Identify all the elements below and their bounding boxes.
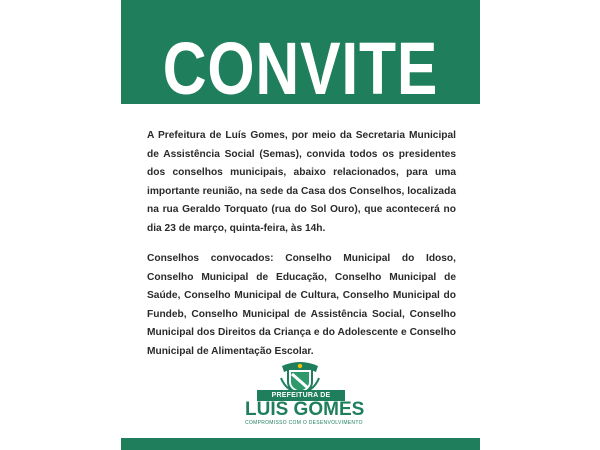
invitation-poster — [121, 0, 480, 450]
page-title: CONVITE — [162, 27, 439, 104]
logo-tagline: COMPROMISSO COM O DESENVOLVIMENTO — [245, 420, 363, 426]
councils-paragraph: Conselhos convocados: Conselho Municipal do Idoso, Conselho Municipal de Educação, Conselho Municipal de Saúde, Conselho Municipal de Cultura, Conselho Municipal do Fundeb, Conselho Municipal de Assistência Social, Conselho Municipal dos Direitos da Criança e do Adolescente e Conselho Municipal de Alimentação Escolar. — [147, 253, 456, 357]
header-banner — [121, 0, 480, 104]
prefeitura-logo — [245, 360, 365, 426]
logo-banner: PREFEITURA DE — [257, 390, 345, 401]
footer-bar — [121, 438, 480, 450]
logo-city-name: LUÍS GOMES — [245, 399, 365, 420]
invitation-paragraph: A Prefeitura de Luís Gomes, por meio da Secretaria Municipal de Assistência Social (Semas), convida todos os presidentes dos conselhos municipais, abaixo relacionados, para uma importante reunião, na sede da Casa dos Conselhos, localizada na rua Geraldo Torquato (rua do Sol Ouro), que acontecerá no dia 23 de março, quinta-feira, às 14h. — [147, 130, 456, 234]
